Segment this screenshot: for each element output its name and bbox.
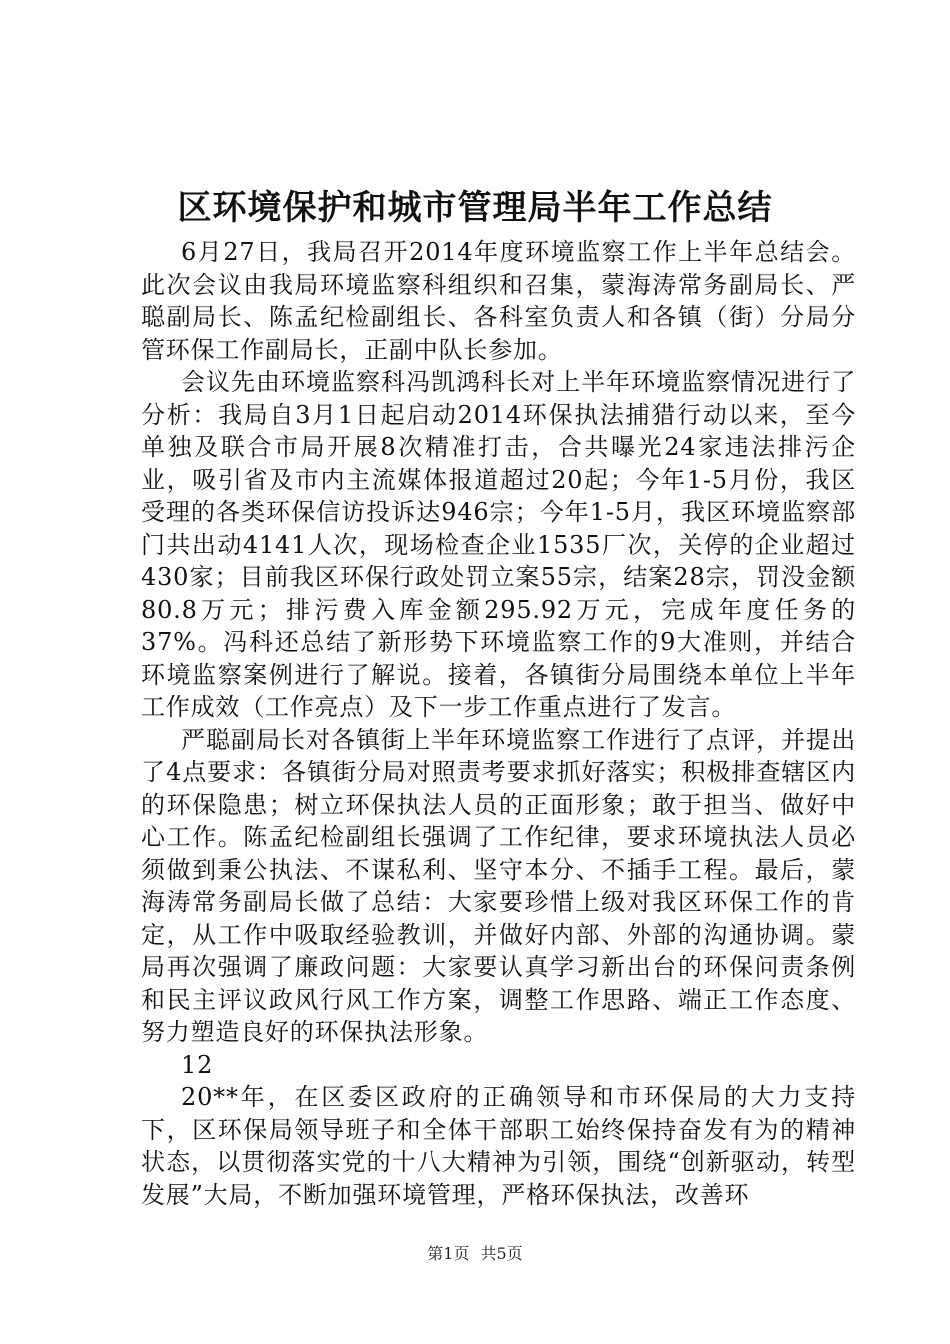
page-total: 共5页 bbox=[480, 1244, 523, 1263]
paragraph-leader-remarks: 严聪副局长对各镇街上半年环境监察工作进行了点评，并提出了4点要求：各镇街分局对照责考要求抓好落实；积极排查辖区内的环保隐患；树立环保执法人员的正面形象；敢于担当、做好中心工作。陈孟纪检副组长强调了工作纪律，要求环境执法人员必须做到秉公执法、不谋私利、坚守本分、不插手工程。最后，蒙海涛常务副局长做了总结：大家要珍惜上级对我区环保工作的肯定，从工作中吸取经验教训，并做好内部、外部的沟通协调。蒙局再次强调了廉政问题：大家要认真学习新出台的环保问责条例和民主评议政风行风工作方案，调整工作思路、端正工作态度、努力塑造良好的环保执法形象。 bbox=[141, 725, 856, 1046]
page-number: 第1页 bbox=[427, 1244, 470, 1263]
document-body bbox=[141, 236, 856, 1211]
document-title: 区环境保护和城市管理局半年工作总结 bbox=[177, 188, 773, 228]
paragraph-annual-summary: 20**年，在区委区政府的正确领导和市环保局的大力支持下，区环保局领导班子和全体干部职工始终保持奋发有为的精神状态，以贯彻落实党的十八大精神为引领，围绕“创新驱动，转型发展”大局，不断加强环境管理，严格环保执法，改善环 bbox=[141, 1083, 856, 1209]
page-footer bbox=[0, 1244, 950, 1264]
paragraph-number-marker: 12 bbox=[181, 1050, 214, 1079]
paragraph-inspection-analysis: 会议先由环境监察科冯凯鸿科长对上半年环境监察情况进行了分析：我局自3月1日起启动2014环保执法捕猎行动以来，至今单独及联合市局开展8次精准打击，合共曝光24家违法排污企业，吸引省及市内主流媒体报道超过20起；今年1-5月份，我区受理的各类环保信访投诉达946宗；今年1-5月，我区环境监察部门共出动4141人次，现场检查企业1535厂次，关停的企业超过430家；目前我区环保行政处罚立案55宗，结案28宗，罚没金额80.8万元；排污费入库金额295.92万元，完成年度任务的37%。冯科还总结了新形势下环境监察工作的9大准则，并结合环境监察案例进行了解说。接着，各镇街分局围绕本单位上半年工作成效（工作亮点）及下一步工作重点进行了发言。 bbox=[141, 368, 856, 721]
paragraph-meeting-intro: 6月27日，我局召开2014年度环境监察工作上半年总结会。此次会议由我局环境监察科组织和召集，蒙海涛常务副局长、严聪副局长、陈孟纪检副组长、各科室负责人和各镇（街）分局分管环保工作副局长，正副中队长参加。 bbox=[141, 238, 856, 364]
